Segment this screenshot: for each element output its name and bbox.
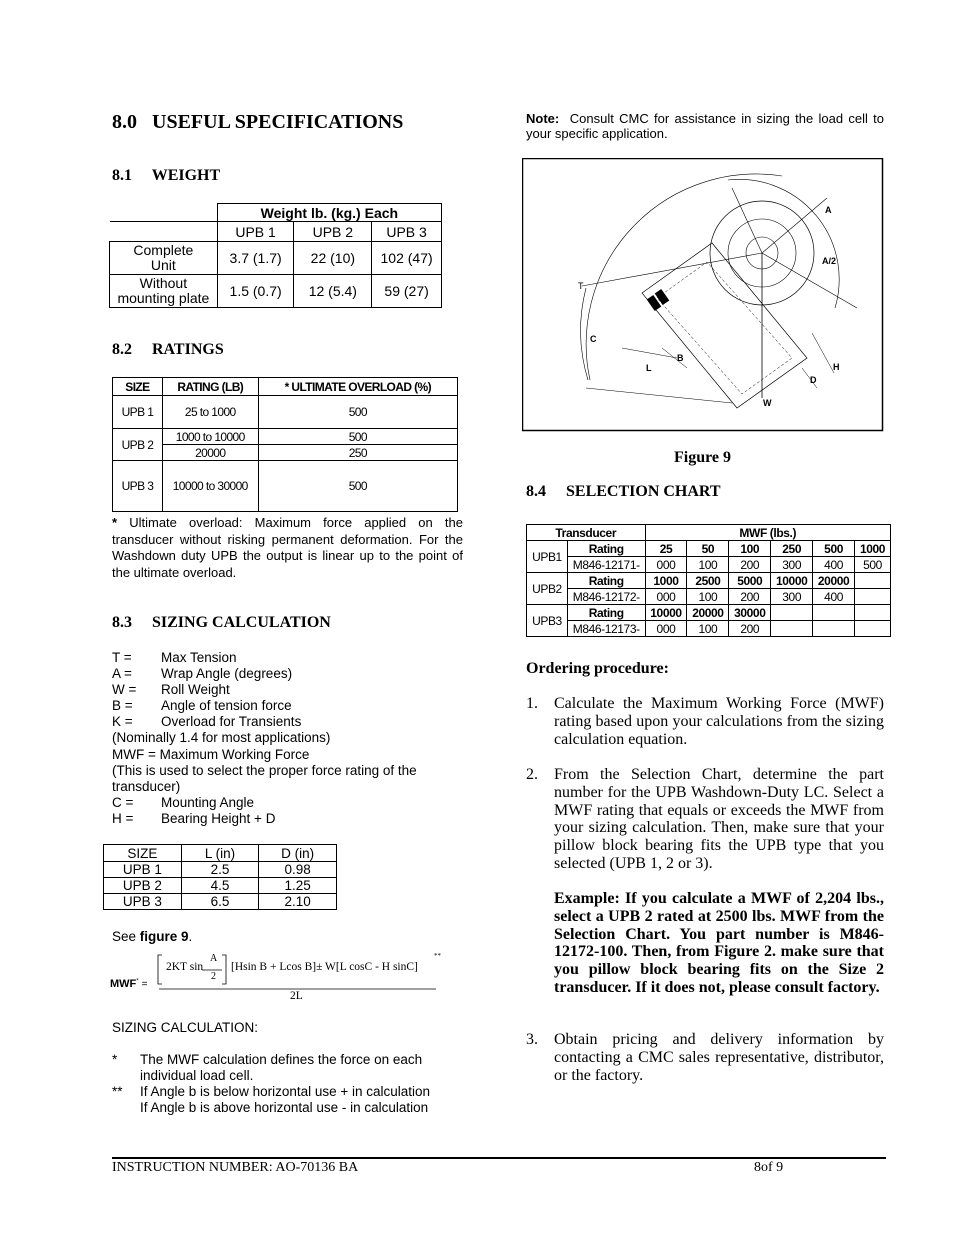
fig-label-c: C	[590, 334, 597, 344]
formula-lhs: MWF	[110, 978, 137, 990]
size-table	[103, 844, 337, 910]
part-code: 000	[645, 621, 687, 637]
size-header: D (in)	[259, 845, 337, 862]
mwf-rating	[813, 605, 855, 621]
ratings-size: UPB 1	[113, 396, 163, 429]
size-cell: UPB 2	[104, 878, 182, 894]
ratings-rating: 20000	[162, 445, 258, 461]
definition-row: H = Bearing Height + D	[112, 810, 276, 826]
mwf-rating: 1000	[645, 573, 687, 589]
mwf-rating: 250	[771, 541, 813, 557]
size-cell: UPB 3	[104, 894, 182, 910]
mwf-rating: 10000	[645, 605, 687, 621]
weight-heading: 8.1 WEIGHT	[112, 167, 221, 184]
formula-den: 2L	[290, 990, 303, 1002]
step-3-text: Obtain pricing and delivery information by contacting a CMC sales representative, distributor, or the factory.	[554, 1031, 884, 1084]
weight-cell: 59 (27)	[372, 275, 442, 308]
weight-cell: 22 (10)	[294, 242, 372, 275]
transducer-name: UPB3	[527, 605, 568, 637]
selection-chart	[526, 524, 891, 637]
ordering-heading: Ordering procedure:	[526, 660, 669, 677]
part-code	[855, 589, 891, 605]
part-number: M846-12172-	[567, 589, 645, 605]
fig-label-l: L	[646, 363, 652, 373]
weight-cell: 12 (5.4)	[294, 275, 372, 308]
mwf-line: MWF = Maximum Working Force	[112, 746, 310, 762]
part-code: 300	[771, 557, 813, 573]
size-cell: 2.10	[259, 894, 337, 910]
part-code: 300	[771, 589, 813, 605]
transducer-name: UPB1	[527, 541, 568, 573]
figure-9-diagram	[522, 158, 884, 432]
size-cell: 4.5	[181, 878, 259, 894]
step-1-number: 1.	[526, 695, 538, 712]
ratings-header-rating: RATING (LB)	[162, 378, 258, 396]
size-cell: 1.25	[259, 878, 337, 894]
ratings-header-size: SIZE	[113, 378, 163, 396]
mwf-rating: 1000	[855, 541, 891, 557]
ratings-footnote: * Ultimate overload: Maximum force applied on the transducer without risking permanent deformation. For the Washdown duty UPB the output is linear up to the point of the ultimate overload.	[112, 515, 463, 580]
note: Note: Consult CMC for assistance in sizing the load cell to your specific application.	[526, 111, 884, 141]
formula-num-a: 2KT sin	[166, 961, 204, 973]
ratings-rating: 10000 to 30000	[162, 461, 258, 512]
mwf-rating	[855, 573, 891, 589]
fig-label-h: H	[833, 362, 840, 372]
size-cell: 6.5	[181, 894, 259, 910]
part-code: 200	[729, 589, 771, 605]
mwf-rating: 25	[645, 541, 687, 557]
definition-row: K = Overload for Transients	[112, 714, 302, 730]
rating-label: Rating	[567, 541, 645, 557]
weight-cell: 102 (47)	[372, 242, 442, 275]
formula-num-b: [Hsin B + Lcos B]± W[L cosC - H sinC]	[231, 961, 418, 973]
rating-label: Rating	[567, 573, 645, 589]
ratings-size: UPB 3	[113, 461, 163, 512]
fig-label-b: B	[677, 353, 684, 363]
step-3-number: 3.	[526, 1031, 538, 1048]
part-code: 500	[855, 557, 891, 573]
ratings-overload: 500	[258, 461, 457, 512]
mwf-rating: 30000	[729, 605, 771, 621]
size-cell: 2.5	[181, 862, 259, 878]
transducer-name: UPB2	[527, 573, 568, 605]
weight-cell: 1.5 (0.7)	[217, 275, 294, 308]
weight-cell: 3.7 (1.7)	[217, 242, 294, 275]
ratings-size: UPB 2	[113, 429, 163, 461]
weight-row-label: Complete Unit	[110, 242, 218, 275]
part-code: 400	[813, 557, 855, 573]
header-mwf: MWF (lbs.)	[645, 525, 890, 541]
weight-col-upb2: UPB 2	[294, 222, 372, 242]
figure-caption: Figure 9	[674, 449, 732, 466]
sizing-definitions	[112, 650, 452, 827]
ratings-table	[112, 377, 458, 512]
part-code: 200	[729, 621, 771, 637]
ratings-rating: 25 to 1000	[162, 396, 258, 429]
mwf-rating: 50	[687, 541, 729, 557]
part-number: M846-12173-	[567, 621, 645, 637]
part-code: 100	[687, 557, 729, 573]
mwf-rating: 100	[729, 541, 771, 557]
footer-page: 8of 9	[754, 1160, 784, 1175]
mwf-rating: 500	[813, 541, 855, 557]
definition-row: T = Max Tension	[112, 650, 237, 665]
mwf-rating: 5000	[729, 573, 771, 589]
fig-label-a2: A/2	[822, 256, 837, 266]
weight-col-upb3: UPB 3	[372, 222, 442, 242]
example-text: Example: If you calculate a MWF of 2,204 lbs., select a UPB 2 rated at 2500 lbs. MWF from the Selection Chart. You part number is M846-12172-100. Then, from Figure 2. make sure that you pillow block bearing fits on the Size 2 transducer. If it does not, please consult factory.	[554, 890, 884, 996]
fig-label-a: A	[825, 205, 832, 215]
size-cell: UPB 1	[104, 862, 182, 878]
header-transducer: Transducer	[527, 525, 646, 541]
formula-frac-top: A	[210, 953, 218, 964]
size-header: SIZE	[104, 845, 182, 862]
formula-frac-bot: 2	[211, 971, 216, 982]
part-code: 100	[687, 621, 729, 637]
mwf-rating: 2500	[687, 573, 729, 589]
mwf-rating	[855, 605, 891, 621]
size-header: L (in)	[181, 845, 259, 862]
weight-row-label: Without mounting plate	[110, 275, 218, 308]
part-code: 000	[645, 589, 687, 605]
weight-col-upb1: UPB 1	[217, 222, 294, 242]
footer-instruction: INSTRUCTION NUMBER: AO-70136 BA	[112, 1160, 359, 1175]
formula-sup2: **	[434, 952, 441, 960]
section-title: 8.0 USEFUL SPECIFICATIONS	[112, 111, 404, 133]
fig-label-w: W	[763, 398, 772, 408]
weight-group-header: Weight lb. (kg.) Each	[217, 204, 441, 222]
footer-rule	[112, 1157, 886, 1159]
part-code: 200	[729, 557, 771, 573]
fig-label-d: D	[810, 375, 817, 385]
size-cell: 0.98	[259, 862, 337, 878]
calc-notes: * The MWF calculation defines the force on each individual load cell. ** If Angle b is below horizontal use + in calculation If Angle b is above horizontal use - in calculation	[112, 1052, 431, 1116]
nominal-line: (Nominally 1.4 for most applications)	[112, 730, 331, 746]
mwf-rating: 20000	[813, 573, 855, 589]
mwf-rating: 20000	[687, 605, 729, 621]
ratings-overload: 250	[258, 445, 457, 461]
part-code	[813, 621, 855, 637]
ratings-overload: 500	[258, 396, 457, 429]
definition-row: A = Wrap Angle (degrees)	[112, 666, 293, 682]
part-code: 000	[645, 557, 687, 573]
step-2-text: From the Selection Chart, determine the part number for the UPB Washdown-Duty LC. Select a MWF rating that equals or exceeds the MWF from your sizing calculation. Then, make sure that your pillow block bearing fits the UPB type that you selected (UPB 1, 2 or 3).	[554, 766, 884, 872]
ratings-header-overload: * ULTIMATE OVERLOAD (%)	[258, 378, 457, 396]
part-number: M846-12171-	[567, 557, 645, 573]
mwf-rating: 10000	[771, 573, 813, 589]
rating-label: Rating	[567, 605, 645, 621]
fig-label-t: T	[578, 281, 584, 291]
part-code: 400	[813, 589, 855, 605]
step-1-text: Calculate the Maximum Working Force (MWF) rating based upon your calculations from the sizing calculation equation.	[554, 695, 884, 748]
ratings-heading: 8.2 RATINGS	[112, 341, 224, 358]
selection-heading: 8.4 SELECTION CHART	[526, 483, 721, 500]
definition-row: W = Roll Weight	[112, 682, 230, 698]
definition-row: B = Angle of tension force	[112, 698, 292, 714]
used-line: (This is used to select the proper force rating of the transducer)	[112, 762, 417, 794]
definition-row: C = Mounting Angle	[112, 794, 255, 810]
mwf-rating	[771, 605, 813, 621]
ratings-rating: 1000 to 10000	[162, 429, 258, 445]
calc-label: SIZING CALCULATION:	[112, 1020, 259, 1035]
part-code	[855, 621, 891, 637]
sizing-heading: 8.3 SIZING CALCULATION	[112, 614, 331, 631]
see-figure: See figure 9.	[112, 929, 193, 944]
part-code: 100	[687, 589, 729, 605]
part-code	[771, 621, 813, 637]
weight-table	[109, 203, 442, 308]
step-2-number: 2.	[526, 766, 538, 783]
ratings-overload: 500	[258, 429, 457, 445]
